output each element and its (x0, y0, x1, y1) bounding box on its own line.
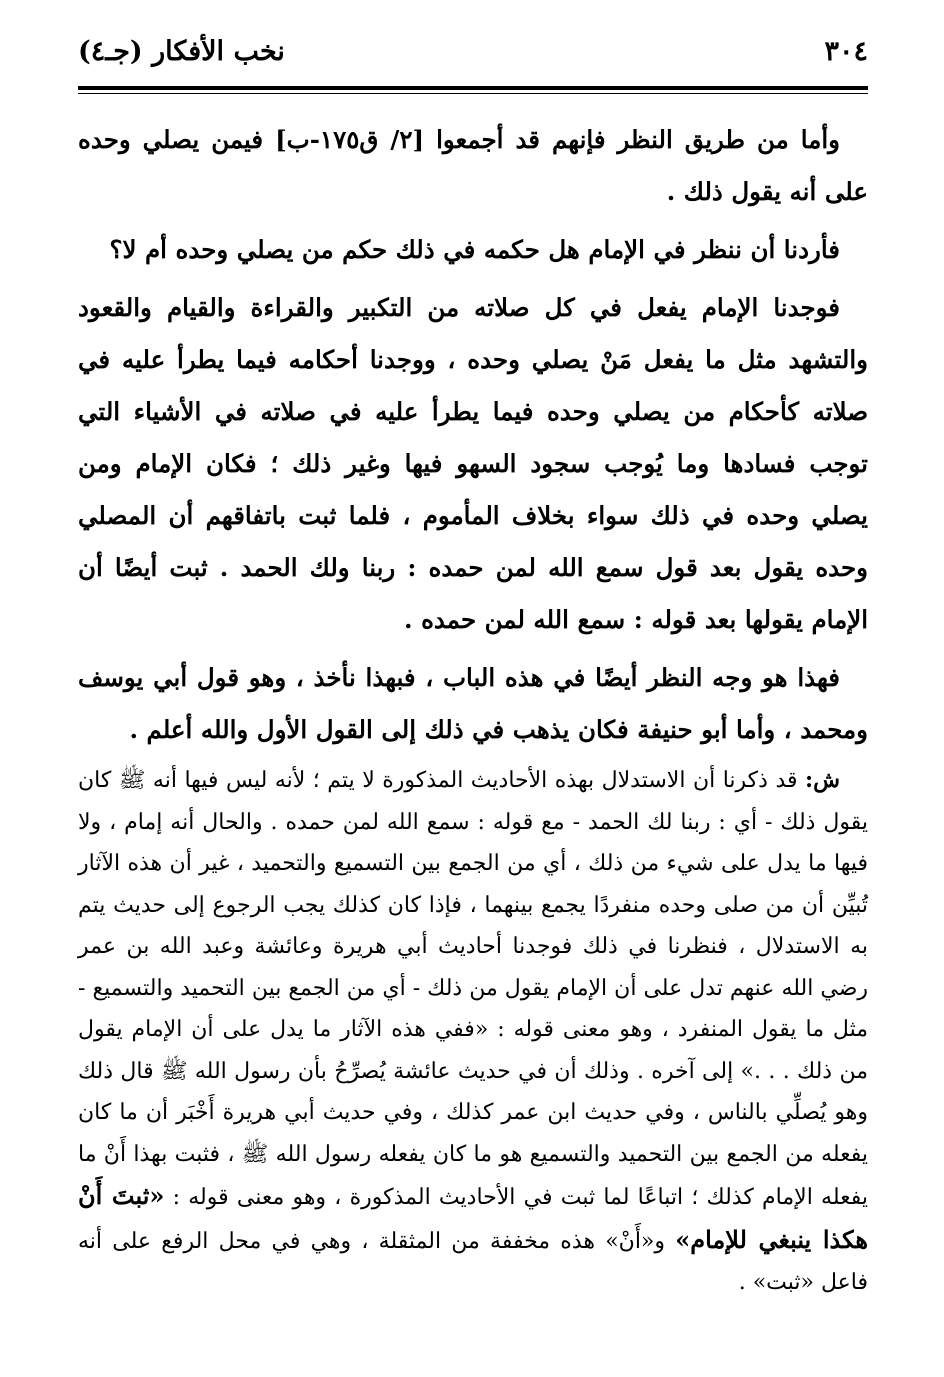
commentary-text: قد ذكرنا أن الاستدلال بهذه الأحاديث المذكورة لا يتم ؛ لأنه ليس فيها أنه ﷺ كان يقول ذلك - أي : ربنا لك الحمد - مع قوله : سمع الله لمن حمده . والحال أنه إمام ، ولا فيها ما يدل على شيء من ذلك ، أي من الجمع بين التسميع والتحميد ، غير أن هذه الآثار تُبيِّن أن من صلى وحده منفردًا يجمع بينهما ، فإذا كان كذلك يجب الرجوع إلى حديث يتم به الاستدلال ، فنظرنا في ذلك فوجدنا أحاديث أبي هريرة وعائشة وعبد الله بن عمر رضي الله عنهم تدل على أن الإمام يقول من ذلك - أي من الجمع بين التحميد والتسميع - مثل ما يقول المنفرد ، وهو معنى قوله : «ففي هذه الآثار ما يدل على أن الإمام يقول من ذلك . . .» إلى آخره . وذلك أن في حديث عائشة يُصرِّحُ بأن رسول الله ﷺ قال ذلك وهو يُصلِّي بالناس ، وفي حديث ابن عمر كذلك ، وفي حديث أبي هريرة أَخْبَر أن ما كان يفعله من الجمع بين التحميد والتسميع هو ما كان يفعله رسول الله ﷺ ، فثبت بهذا أَنْ ما يفعله الإمام كذلك ؛ اتباعًا لما ثبت في الأحاديث المذكورة ، وهو معنى قوله : (78, 768, 869, 1210)
page-header (78, 36, 868, 86)
page-number: ٣٠٤ (824, 36, 868, 67)
commentary-label: ش: (805, 767, 840, 793)
header-rule-thick (78, 86, 868, 90)
commentary-tail: و«أَنْ» هذه مخففة من المثقلة ، وهي في محل الرفع على أنه فاعل «ثبت» . (78, 1228, 868, 1295)
main-paragraph: فوجدنا الإمام يفعل في كل صلاته من التكبير والقراءة والقيام والقعود والتشهد مثل ما يفعل مَنْ يصلي وحده ، ووجدنا أحكامه فيما يطرأ عليه في صلاته كأحكام من يصلي وحده فيما يطرأ عليه في صلاته في الأشياء التي توجب فسادها وما يُوجب سجود السهو فيها وغير ذلك ؛ فكان الإمام ومن يصلي وحده في ذلك سواء بخلاف المأموم ، فلما ثبت باتفاقهم أن المصلي وحده يقول بعد قول سمع الله لمن حمده : ربنا ولك الحمد . ثبت أيضًا أن الإمام يقولها بعد قوله : سمع الله لمن حمده . (78, 293, 868, 634)
page-body (78, 114, 868, 1304)
book-title: نخب الأفكار (جـ٤) (78, 36, 285, 67)
main-paragraph: وأما من طريق النظر فإنهم قد أجمعوا [٢/ ق١٧٥-ب] فيمن يصلي وحده على أنه يقول ذلك . (78, 125, 868, 206)
main-paragraph: فأردنا أن ننظر في الإمام هل حكمه في ذلك حكم من يصلي وحده أم لا؟ (109, 235, 840, 264)
commentary-quote: «ثبتَ أَنْ هكذا ينبغي للإمام» (78, 1181, 869, 1254)
commentary-paragraph (78, 760, 868, 1304)
book-page (78, 36, 868, 1304)
header-rule-thin (78, 93, 868, 94)
main-paragraph: فهذا هو وجه النظر أيضًا في هذه الباب ، فبهذا نأخذ ، وهو قول أبي يوسف ومحمد ، وأما أبو حنيفة فكان يذهب في ذلك إلى القول الأول والله أعلم . (78, 663, 868, 744)
